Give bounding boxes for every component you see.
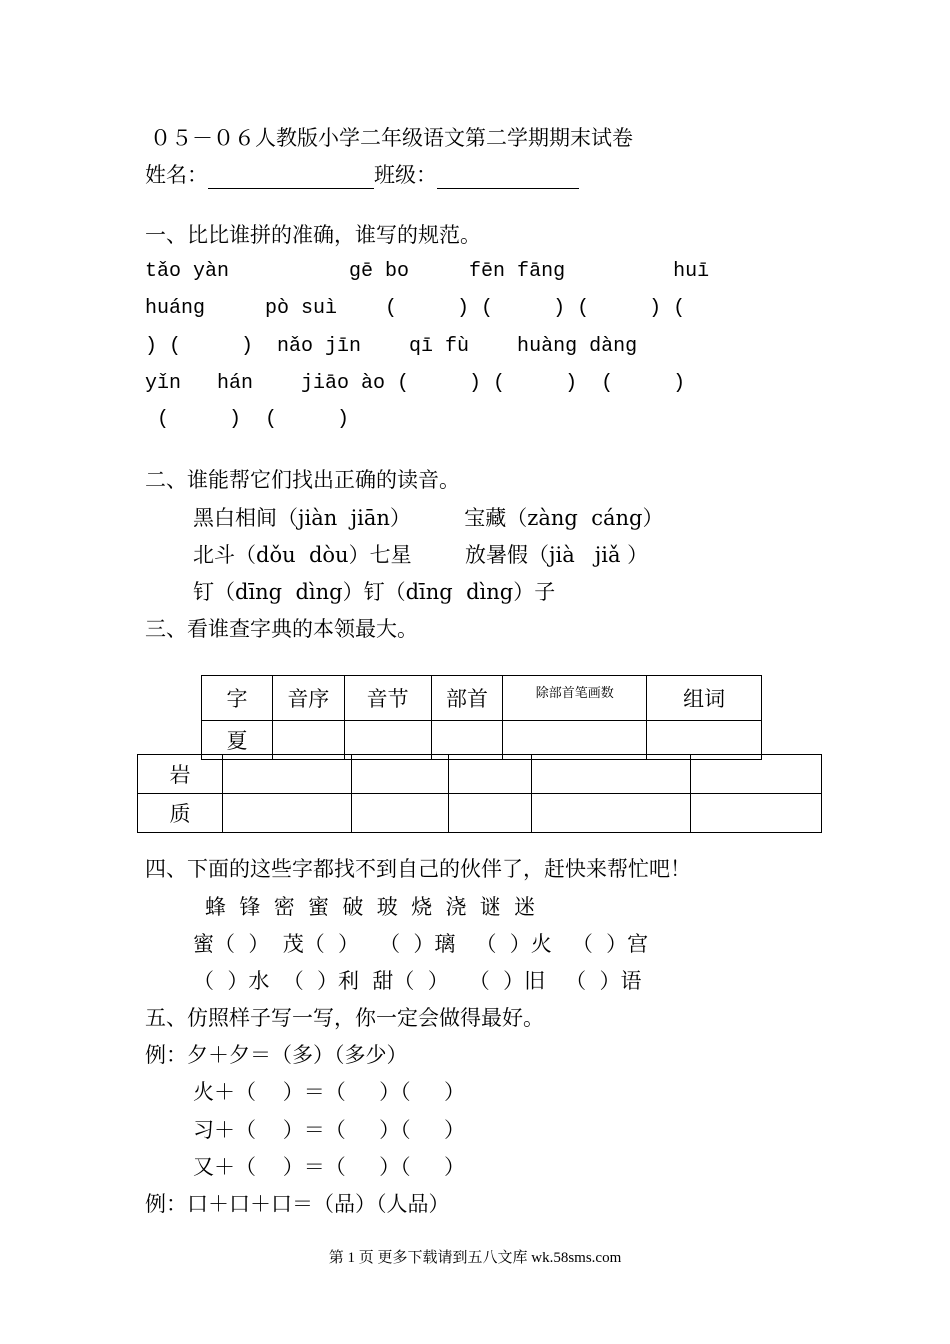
table-header: 音序 bbox=[272, 676, 344, 721]
dictionary-table-top bbox=[201, 675, 762, 760]
table-header: 组词 bbox=[647, 676, 762, 721]
pinyin-line: tǎo yàn gē bo fēn fāng huī bbox=[145, 260, 710, 283]
table-cell[interactable] bbox=[531, 755, 690, 794]
table-row-char: 岩 bbox=[138, 755, 223, 794]
table-header: 字 bbox=[202, 676, 273, 721]
character-list: 蜂 锋 密 蜜 破 玻 烧 浇 谜 迷 bbox=[205, 895, 536, 919]
page-title: ０５－０６人教版小学二年级语文第二学期期末试卷 bbox=[150, 126, 633, 150]
example-line: 例：口＋口＋口＝（品）（人品） bbox=[145, 1192, 450, 1216]
table-header: 除部首笔画数 bbox=[503, 676, 647, 721]
section-3-heading: 三、看谁查字典的本领最大。 bbox=[145, 617, 418, 641]
table-cell[interactable] bbox=[531, 794, 690, 833]
pinyin-line: ) ( ) nǎo jīn qī fù huàng dàng bbox=[145, 335, 638, 358]
page-footer: 第 1 页 更多下载请到五八文库 wk.58sms.com bbox=[328, 1250, 622, 1266]
reading-item: 北斗（dǒu dòu）七星 放暑假（jià jiǎ ） bbox=[193, 543, 649, 567]
exercise-line: 火＋（ ）＝（ ）（ ） bbox=[193, 1080, 465, 1104]
name-class-line bbox=[145, 161, 579, 189]
section-4-heading: 四、下面的这些字都找不到自己的伙伴了，赶快来帮忙吧！ bbox=[145, 857, 691, 881]
exercise-line: 习＋（ ）＝（ ）（ ） bbox=[193, 1118, 465, 1142]
reading-item: 黑白相间（jiàn jiān） 宝藏（zàng cáng） bbox=[193, 506, 664, 530]
reading-item: 钉（dīng dìng）钉（dīng dìng）子 bbox=[193, 580, 556, 604]
class-label: 班级： bbox=[374, 163, 437, 187]
table-cell[interactable] bbox=[690, 794, 821, 833]
table-cell[interactable] bbox=[690, 755, 821, 794]
pinyin-line: huáng pò suì ( ) ( ) ( ) ( bbox=[145, 297, 686, 320]
table-cell[interactable] bbox=[223, 755, 352, 794]
table-cell[interactable] bbox=[352, 755, 449, 794]
table-row-char: 质 bbox=[138, 794, 223, 833]
section-1-heading: 一、比比谁拼的准确，谁写的规范。 bbox=[145, 223, 481, 247]
section-2-heading: 二、谁能帮它们找出正确的读音。 bbox=[145, 468, 460, 492]
example-line: 例：夕＋夕＝（多）（多少） bbox=[145, 1043, 408, 1067]
table-cell[interactable] bbox=[352, 794, 449, 833]
pinyin-line: ( ) ( ) bbox=[145, 408, 350, 431]
table-row-char: 夏 bbox=[202, 721, 273, 760]
table-cell[interactable] bbox=[223, 794, 352, 833]
class-blank[interactable] bbox=[437, 166, 579, 189]
dictionary-table-bottom bbox=[137, 754, 822, 833]
partner-line: （ ）水 （ ）利 甜（ ） （ ）旧 （ ）语 bbox=[193, 969, 642, 993]
partner-line: 蜜（ ） 茂（ ） （ ）璃 （ ）火 （ ）宫 bbox=[193, 932, 649, 956]
table-header: 部首 bbox=[431, 676, 503, 721]
exercise-line: 又＋（ ）＝（ ）（ ） bbox=[193, 1155, 465, 1179]
table-header: 音节 bbox=[344, 676, 431, 721]
table-cell[interactable] bbox=[449, 755, 531, 794]
name-label: 姓名： bbox=[145, 163, 208, 187]
pinyin-line: yǐn hán jiāo ào ( ) ( ) ( ) bbox=[145, 372, 686, 395]
section-5-heading: 五、仿照样子写一写，你一定会做得最好。 bbox=[145, 1006, 544, 1030]
table-cell[interactable] bbox=[449, 794, 531, 833]
name-blank[interactable] bbox=[208, 166, 374, 189]
